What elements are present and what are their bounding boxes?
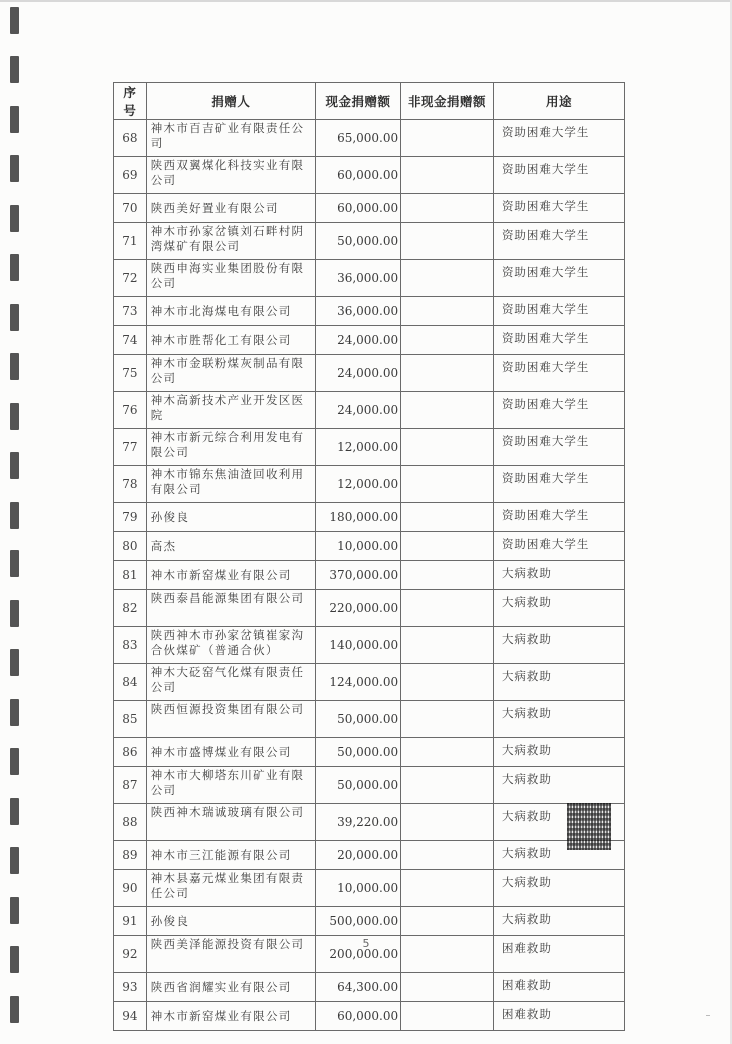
purpose: 资助困难大学生 <box>493 355 624 392</box>
binding-mark <box>10 56 19 83</box>
qr-code-stamp <box>567 803 611 850</box>
cash-amount: 140,000.00 <box>315 627 400 664</box>
cash-amount: 50,000.00 <box>315 738 400 767</box>
purpose: 大病救助 <box>493 738 624 767</box>
header-donor: 捐赠人 <box>146 83 315 120</box>
row-number: 68 <box>114 120 147 157</box>
table-row <box>114 870 625 907</box>
table-row <box>114 627 625 664</box>
cash-amount: 60,000.00 <box>315 194 400 223</box>
cash-amount: 20,000.00 <box>315 841 400 870</box>
table-row <box>114 804 625 841</box>
row-number: 78 <box>114 466 147 503</box>
noncash-amount <box>401 767 494 804</box>
scan-binding-marks <box>10 0 22 1044</box>
row-number: 80 <box>114 532 147 561</box>
purpose: 大病救助 <box>493 627 624 664</box>
donor-name: 神木市新窑煤业有限公司 <box>146 561 315 590</box>
donor-name: 陕西双翼煤化科技实业有限公司 <box>146 157 315 194</box>
row-number: 77 <box>114 429 147 466</box>
noncash-amount <box>401 223 494 260</box>
table-row <box>114 664 625 701</box>
noncash-amount <box>401 260 494 297</box>
noncash-amount <box>401 590 494 627</box>
purpose: 资助困难大学生 <box>493 120 624 157</box>
noncash-amount <box>401 194 494 223</box>
binding-mark <box>10 699 19 726</box>
table-row <box>114 841 625 870</box>
row-number: 69 <box>114 157 147 194</box>
row-number: 71 <box>114 223 147 260</box>
table-header-row <box>114 83 625 120</box>
purpose: 资助困难大学生 <box>493 297 624 326</box>
header-cash: 现金捐赠额 <box>315 83 400 120</box>
binding-mark <box>10 304 19 331</box>
purpose: 资助困难大学生 <box>493 466 624 503</box>
cash-amount: 36,000.00 <box>315 260 400 297</box>
noncash-amount <box>401 664 494 701</box>
table-row <box>114 392 625 429</box>
row-number: 76 <box>114 392 147 429</box>
donor-name: 神木市盛博煤业有限公司 <box>146 738 315 767</box>
table-body <box>114 120 625 1031</box>
donor-name: 孙俊良 <box>146 503 315 532</box>
donor-name: 神木市胜帮化工有限公司 <box>146 326 315 355</box>
table-row <box>114 590 625 627</box>
cash-amount: 10,000.00 <box>315 870 400 907</box>
table-row <box>114 355 625 392</box>
donor-name: 神木市大柳塔东川矿业有限公司 <box>146 767 315 804</box>
binding-mark <box>10 205 19 232</box>
purpose: 大病救助 <box>493 664 624 701</box>
binding-mark <box>10 155 19 182</box>
table-row <box>114 223 625 260</box>
donor-name: 陕西恒源投资集团有限公司 <box>146 701 315 738</box>
cash-amount: 200,000.00 <box>315 936 400 973</box>
cash-amount: 124,000.00 <box>315 664 400 701</box>
binding-mark <box>10 748 19 775</box>
donor-name: 神木高新技术产业开发区医院 <box>146 392 315 429</box>
binding-mark <box>10 798 19 825</box>
binding-mark <box>10 897 19 924</box>
table-row <box>114 157 625 194</box>
table-row <box>114 532 625 561</box>
noncash-amount <box>401 561 494 590</box>
row-number: 83 <box>114 627 147 664</box>
noncash-amount <box>401 466 494 503</box>
row-number: 72 <box>114 260 147 297</box>
purpose: 大病救助 <box>493 701 624 738</box>
noncash-amount <box>401 973 494 1002</box>
purpose: 资助困难大学生 <box>493 223 624 260</box>
purpose: 资助困难大学生 <box>493 532 624 561</box>
cash-amount: 36,000.00 <box>315 297 400 326</box>
noncash-amount <box>401 326 494 355</box>
purpose: 资助困难大学生 <box>493 194 624 223</box>
purpose: 大病救助 <box>493 841 624 870</box>
cash-amount: 64,300.00 <box>315 973 400 1002</box>
purpose: 资助困难大学生 <box>493 503 624 532</box>
cash-amount: 65,000.00 <box>315 120 400 157</box>
cash-amount: 370,000.00 <box>315 561 400 590</box>
cash-amount: 39,220.00 <box>315 804 400 841</box>
table-row <box>114 120 625 157</box>
page-top-edge <box>0 0 732 2</box>
donor-name: 陕西申海实业集团股份有限公司 <box>146 260 315 297</box>
noncash-amount <box>401 532 494 561</box>
purpose: 大病救助 <box>493 870 624 907</box>
binding-mark <box>10 353 19 380</box>
purpose: 大病救助 <box>493 767 624 804</box>
binding-mark <box>10 106 19 133</box>
row-number: 73 <box>114 297 147 326</box>
donor-name: 陕西美好置业有限公司 <box>146 194 315 223</box>
donor-name: 神木市锦东焦油渣回收利用有限公司 <box>146 466 315 503</box>
binding-mark <box>10 600 19 627</box>
table-row <box>114 738 625 767</box>
row-number: 94 <box>114 1002 147 1031</box>
row-number: 85 <box>114 701 147 738</box>
noncash-amount <box>401 627 494 664</box>
row-number: 82 <box>114 590 147 627</box>
donor-name: 陕西美泽能源投资有限公司 <box>146 936 315 973</box>
cash-amount: 10,000.00 <box>315 532 400 561</box>
purpose: 大病救助 <box>493 804 624 841</box>
cash-amount: 220,000.00 <box>315 590 400 627</box>
donation-table <box>113 82 625 1031</box>
donor-name: 神木市孙家岔镇刘石畔村阴湾煤矿有限公司 <box>146 223 315 260</box>
donor-name: 高杰 <box>146 532 315 561</box>
cash-amount: 12,000.00 <box>315 466 400 503</box>
table-row <box>114 1002 625 1031</box>
noncash-amount <box>401 503 494 532</box>
donor-name: 孙俊良 <box>146 907 315 936</box>
donor-name: 陕西神木市孙家岔镇崔家沟合伙煤矿（普通合伙） <box>146 627 315 664</box>
row-number: 79 <box>114 503 147 532</box>
row-number: 84 <box>114 664 147 701</box>
noncash-amount <box>401 392 494 429</box>
binding-mark <box>10 649 19 676</box>
donor-name: 陕西神木瑞诚玻璃有限公司 <box>146 804 315 841</box>
cash-amount: 500,000.00 <box>315 907 400 936</box>
table-row <box>114 561 625 590</box>
noncash-amount <box>401 701 494 738</box>
row-number: 93 <box>114 973 147 1002</box>
donor-name: 神木市新窑煤业有限公司 <box>146 1002 315 1031</box>
noncash-amount <box>401 120 494 157</box>
binding-mark <box>10 254 19 281</box>
cash-amount: 24,000.00 <box>315 392 400 429</box>
binding-mark <box>10 996 19 1023</box>
purpose: 大病救助 <box>493 907 624 936</box>
row-number: 91 <box>114 907 147 936</box>
noncash-amount <box>401 841 494 870</box>
table-row <box>114 297 625 326</box>
row-number: 74 <box>114 326 147 355</box>
header-purpose: 用途 <box>493 83 624 120</box>
row-number: 86 <box>114 738 147 767</box>
purpose: 资助困难大学生 <box>493 157 624 194</box>
purpose: 资助困难大学生 <box>493 260 624 297</box>
purpose: 大病救助 <box>493 561 624 590</box>
donor-name: 神木市北海煤电有限公司 <box>146 297 315 326</box>
row-number: 88 <box>114 804 147 841</box>
table-row <box>114 466 625 503</box>
row-number: 89 <box>114 841 147 870</box>
noncash-amount <box>401 804 494 841</box>
purpose: 资助困难大学生 <box>493 326 624 355</box>
row-number: 90 <box>114 870 147 907</box>
noncash-amount <box>401 907 494 936</box>
donor-name: 陕西泰昌能源集团有限公司 <box>146 590 315 627</box>
binding-mark <box>10 847 19 874</box>
cash-amount: 60,000.00 <box>315 157 400 194</box>
table-row <box>114 260 625 297</box>
cash-amount: 50,000.00 <box>315 767 400 804</box>
donor-name: 神木市金联粉煤灰制品有限公司 <box>146 355 315 392</box>
noncash-amount <box>401 297 494 326</box>
table-row <box>114 701 625 738</box>
donor-name: 神木县嘉元煤业集团有限责任公司 <box>146 870 315 907</box>
binding-mark <box>10 7 19 34</box>
cash-amount: 60,000.00 <box>315 1002 400 1031</box>
scan-artifact <box>706 1015 710 1016</box>
noncash-amount <box>401 157 494 194</box>
donor-name: 神木大砭窑气化煤有限责任公司 <box>146 664 315 701</box>
cash-amount: 12,000.00 <box>315 429 400 466</box>
purpose: 大病救助 <box>493 590 624 627</box>
donor-name: 神木市三江能源有限公司 <box>146 841 315 870</box>
binding-mark <box>10 403 19 430</box>
cash-amount: 180,000.00 <box>315 503 400 532</box>
donor-name: 神木市百吉矿业有限责任公司 <box>146 120 315 157</box>
purpose: 困难救助 <box>493 973 624 1002</box>
purpose: 困难救助 <box>493 1002 624 1031</box>
row-number: 75 <box>114 355 147 392</box>
row-number: 87 <box>114 767 147 804</box>
table-row <box>114 194 625 223</box>
table-row <box>114 429 625 466</box>
row-number: 70 <box>114 194 147 223</box>
noncash-amount <box>401 738 494 767</box>
purpose: 资助困难大学生 <box>493 429 624 466</box>
donor-name: 陕西省润耀实业有限公司 <box>146 973 315 1002</box>
table-row <box>114 907 625 936</box>
noncash-amount <box>401 355 494 392</box>
binding-mark <box>10 502 19 529</box>
row-number: 81 <box>114 561 147 590</box>
noncash-amount <box>401 1002 494 1031</box>
cash-amount: 50,000.00 <box>315 223 400 260</box>
cash-amount: 50,000.00 <box>315 701 400 738</box>
page-number: 5 <box>362 937 370 950</box>
donor-name: 神木市新元综合利用发电有限公司 <box>146 429 315 466</box>
cash-amount: 24,000.00 <box>315 355 400 392</box>
binding-mark <box>10 550 19 577</box>
header-no: 序号 <box>114 83 147 120</box>
purpose: 资助困难大学生 <box>493 392 624 429</box>
table-row <box>114 503 625 532</box>
cash-amount: 24,000.00 <box>315 326 400 355</box>
table-row <box>114 326 625 355</box>
binding-mark <box>10 946 19 973</box>
purpose: 困难救助 <box>493 936 624 973</box>
table-row <box>114 767 625 804</box>
table-row <box>114 973 625 1002</box>
row-number: 92 <box>114 936 147 973</box>
binding-mark <box>10 452 19 479</box>
header-noncash: 非现金捐赠额 <box>401 83 494 120</box>
noncash-amount <box>401 429 494 466</box>
noncash-amount <box>401 870 494 907</box>
